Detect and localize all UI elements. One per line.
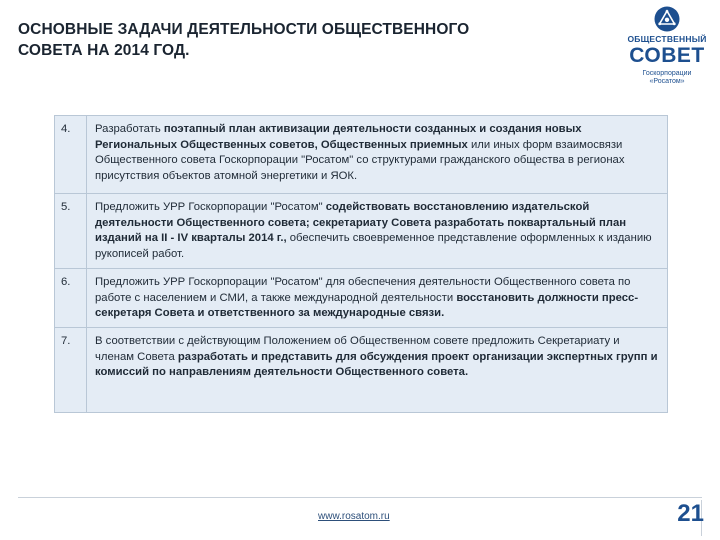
- task-text: [87, 328, 668, 413]
- table-row: [55, 269, 668, 328]
- page-title: [18, 19, 578, 61]
- task-text-bold: содействовать восстановлению издательской деятельности Общественного совета; секретариату Совета разработать поквартальный план изданий на II - IV кварталы 2014 г.,: [95, 201, 627, 244]
- task-text: [87, 116, 668, 194]
- task-number: 5.: [55, 194, 87, 269]
- task-text: [87, 269, 668, 328]
- page-title-line-1: ОСНОВНЫЕ ЗАДАЧИ ДЕЯТЕЛЬНОСТИ ОБЩЕСТВЕННОГО: [18, 21, 470, 38]
- logo-line-3a: Госкорпорации: [642, 70, 692, 77]
- tasks-table: [54, 115, 668, 413]
- table-row: [55, 194, 668, 269]
- task-number: 6.: [55, 269, 87, 328]
- task-text-plain: или иных форм взаимосвязи Общественного совета Госкорпорации "Росатом" со структурами гражданского общества в регионах присутствия объектов атомной энергетики и ЯОК.: [95, 138, 625, 182]
- table-row: [55, 116, 668, 194]
- task-text-bold: поэтапный план активизации деятельности созданных и создания новых Региональных Общественных советов, Общественных приемных: [95, 123, 582, 151]
- task-text-plain: Предложить УРР Госкорпорации "Росатом" для обеспечения деятельности Общественного совета по работе с населением и СМИ, а также международной деятельности: [95, 276, 631, 304]
- logo-line-2: СОВЕТ: [629, 44, 705, 67]
- task-text-bold: разработать и представить для обсуждения проект организации экспертных групп и комиссий по направлениям деятельности Общественного совета.: [95, 350, 658, 378]
- logo-line-3b: «Росатом»: [649, 78, 685, 85]
- task-text-bold: восстановить должности пресс-секретаря Совета и ответственного за международные связи.: [95, 291, 639, 319]
- table-row: [55, 328, 668, 413]
- task-text: [87, 194, 668, 269]
- page-number: 21: [677, 500, 704, 527]
- task-text-plain: Разработать: [95, 123, 164, 135]
- task-number: 4.: [55, 116, 87, 194]
- page-title-line-2: СОВЕТА НА 2014 ГОД.: [18, 42, 190, 59]
- task-number: 7.: [55, 328, 87, 413]
- logo-line-1: ОБЩЕСТВЕННЫЙ: [627, 34, 707, 44]
- footer-divider: [18, 497, 702, 498]
- atom-icon: [654, 6, 680, 32]
- public-council-logo: [622, 6, 712, 106]
- rosatom-link[interactable]: www.rosatom.ru: [318, 511, 390, 522]
- task-text-plain: обеспечить своевременное представление оформленных к изданию рукописей работ.: [95, 232, 652, 260]
- task-text-plain: В соответствии с действующим Положением об Общественном совете предложить Секретариату и членам Совета: [95, 335, 620, 363]
- task-text-plain: Предложить УРР Госкорпорации "Росатом": [95, 201, 326, 213]
